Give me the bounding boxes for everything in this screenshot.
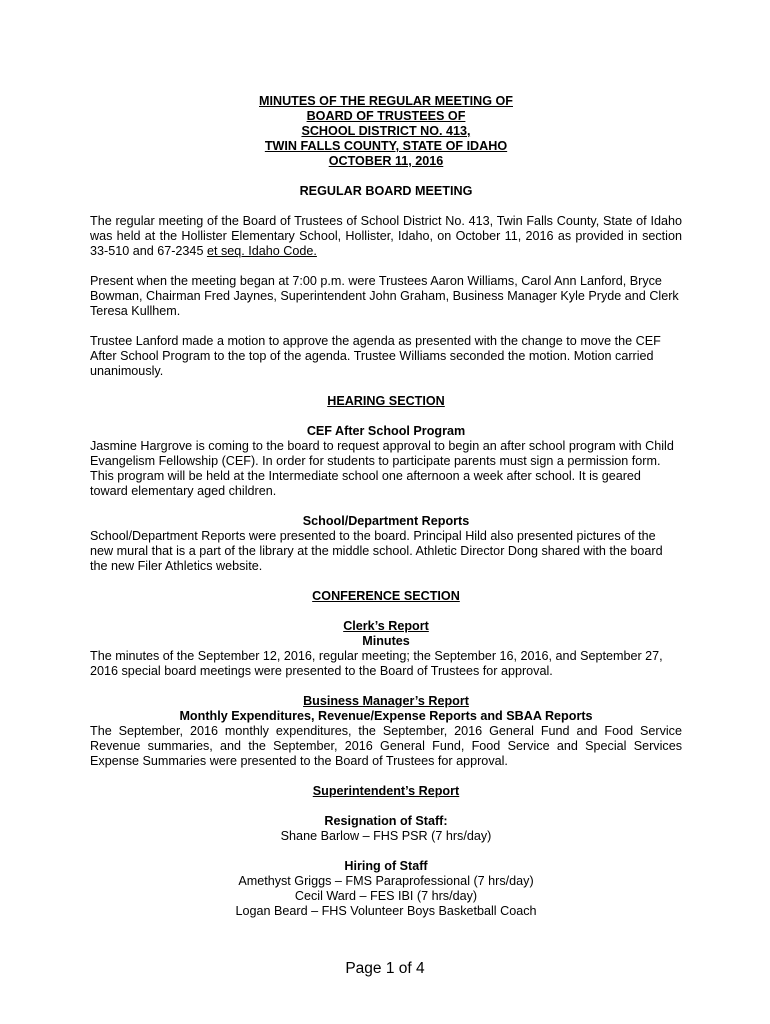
reports-text: School/Department Reports were presented to the board. Principal Hild also presented pictures of the new mural that is a part of the library at the middle school. Athletic Director Dong shared with the board the new Filer Athletics website. (90, 529, 663, 573)
header-line-5: OCTOBER 11, 2016 (328, 154, 444, 168)
intro-text: The regular meeting of the Board of Trustees of School District No. 413, Twin Falls County, State of Idaho was held at the Hollister Elementary School, Hollister, Idaho, on October 11, 2016 as provided in section 33-510 and 67-2345 (90, 214, 682, 258)
page-number: Page 1 of 4 (345, 960, 425, 977)
resignation-item: Shane Barlow – FHS PSR (7 hrs/day) (280, 829, 492, 843)
minutes-text: The minutes of the September 12, 2016, regular meeting; the September 16, 2016, and September 27, 2016 special board meetings were presented to the Board of Trustees for approval. (90, 649, 663, 678)
hiring-item: Amethyst Griggs – FMS Paraprofessional (7 hrs/day) (238, 874, 534, 888)
header-line-4: TWIN FALLS COUNTY, STATE OF IDAHO (264, 139, 508, 153)
header-line-1: MINUTES OF THE REGULAR MEETING OF (259, 94, 513, 108)
document-page (90, 94, 682, 919)
header-line-3: SCHOOL DISTRICT NO. 413, (301, 124, 471, 138)
business-manager-subtitle: Monthly Expenditures, Revenue/Expense Reports and SBAA Reports (179, 709, 593, 723)
hiring-item: Logan Beard – FHS Volunteer Boys Basketball Coach (235, 904, 537, 918)
business-manager-report-title: Business Manager’s Report (303, 694, 469, 708)
cef-program-title: CEF After School Program (306, 424, 466, 438)
business-manager-text: The September, 2016 monthly expenditures, the September, 2016 General Fund and Food Service Revenue summaries, and the September, 2016 General Fund, Food Service and Special Services Expense Summaries were presented to the Board of Trustees for approval. (90, 724, 682, 768)
document-header (90, 94, 682, 169)
superintendent-report-title: Superintendent’s Report (312, 784, 460, 798)
agenda-motion-paragraph: Trustee Lanford made a motion to approve the agenda as presented with the change to move the CEF After School Program to the top of the agenda. Trustee Williams seconded the motion. Motion carried unanimously. (90, 334, 661, 378)
header-line-2: BOARD OF TRUSTEES OF (306, 109, 466, 123)
resignation-title: Resignation of Staff: (324, 814, 448, 828)
minutes-title: Minutes (362, 634, 410, 648)
hiring-title: Hiring of Staff (344, 859, 428, 873)
intro-code-reference: et seq. Idaho Code. (206, 244, 317, 258)
clerk-report-title: Clerk’s Report (343, 619, 429, 633)
meeting-type-heading: REGULAR BOARD MEETING (299, 184, 473, 198)
hearing-section-title: HEARING SECTION (327, 394, 445, 408)
hiring-item: Cecil Ward – FES IBI (7 hrs/day) (294, 889, 478, 903)
cef-program-text: Jasmine Hargrove is coming to the board to request approval to begin an after school program with Child Evangelism Fellowship (CEF). In order for students to participate parents must sign a permission form. This program will be held at the Intermediate school one afternoon a week after school. It is geared toward elementary aged children. (90, 439, 674, 498)
intro-paragraph (90, 214, 682, 259)
reports-title: School/Department Reports (302, 514, 470, 528)
present-paragraph: Present when the meeting began at 7:00 p.m. were Trustees Aaron Williams, Carol Ann Lanford, Bryce Bowman, Chairman Fred Jaynes, Superintendent John Graham, Business Manager Kyle Pryde and Clerk Teresa Kullhem. (90, 274, 679, 318)
conference-section-title: CONFERENCE SECTION (312, 589, 460, 603)
